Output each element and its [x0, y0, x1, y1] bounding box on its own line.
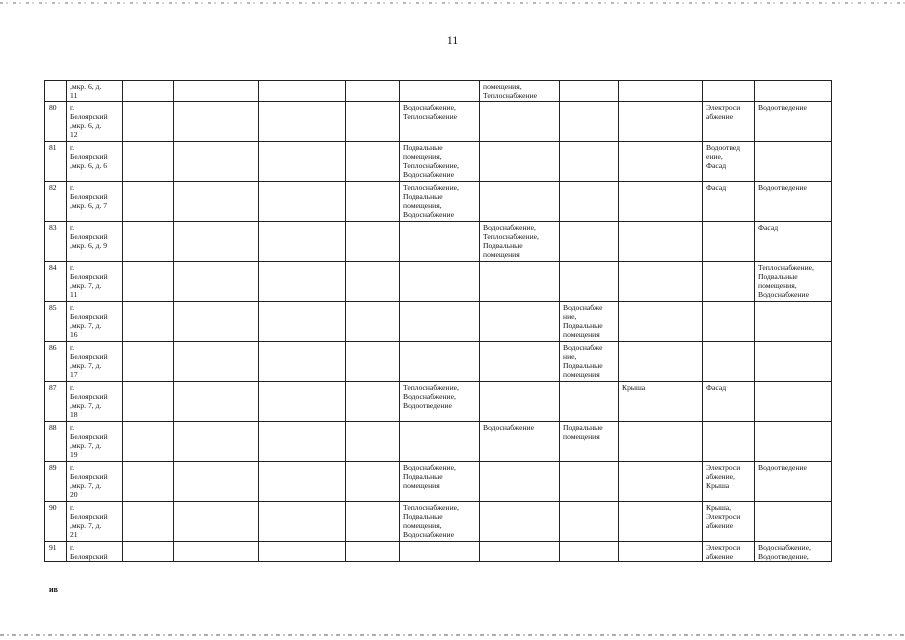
works-cell-6 [560, 541, 619, 562]
works-cell-1 [174, 461, 259, 501]
works-cell-5 [480, 261, 560, 301]
works-cell-6 [560, 501, 619, 541]
works-cell-2 [259, 541, 346, 562]
works-cell-9 [755, 141, 832, 181]
works-cell-5: Водоснабжение, Теплоснабжение, Подвальные помещения [480, 221, 560, 261]
table-body [45, 81, 832, 562]
works-cell-6 [560, 181, 619, 221]
works-cell-4 [400, 301, 480, 341]
row-number-cell: 89 [45, 461, 67, 501]
works-cell-9: Теплоснабжение, Подвальные помещения, Водоснабжение [755, 261, 832, 301]
works-cell-1 [174, 101, 259, 141]
address-cell: г. Белоярский ,мкр. 6, д. 9 [67, 221, 123, 261]
address-cell: г. Белоярский ,мкр. 6, д. 12 [67, 101, 123, 141]
works-cell-1 [174, 301, 259, 341]
table-row [45, 181, 832, 221]
works-cell-4 [400, 541, 480, 562]
works-cell-4: Подвальные помещения, Теплоснабжение, Водоснабжение [400, 141, 480, 181]
works-cell-8 [703, 421, 755, 461]
address-cell: г. Белоярский ,мкр. 7, д. 17 [67, 341, 123, 381]
works-cell-5 [480, 301, 560, 341]
works-cell-7 [619, 101, 703, 141]
works-cell-8 [703, 341, 755, 381]
works-cell-3 [346, 381, 400, 421]
table-row [45, 461, 832, 501]
empty-cell [123, 181, 174, 221]
works-cell-4 [400, 421, 480, 461]
empty-cell [123, 421, 174, 461]
address-cell: г. Белоярский ,мкр. 7, д. 19 [67, 421, 123, 461]
address-cell: г. Белоярский ,мкр. 7, д. 18 [67, 381, 123, 421]
works-cell-8 [703, 301, 755, 341]
works-cell-8: Фасад [703, 381, 755, 421]
row-number-cell: 91 [45, 541, 67, 562]
works-cell-6: Водоснабже ние, Подвальные помещения [560, 341, 619, 381]
works-cell-3 [346, 141, 400, 181]
works-cell-4: Теплоснабжение, Водоснабжение, Водоотведение [400, 381, 480, 421]
empty-cell [123, 461, 174, 501]
row-number-cell: 85 [45, 301, 67, 341]
works-cell-9 [755, 421, 832, 461]
works-cell-6: Водоснабже ние, Подвальные помещения [560, 301, 619, 341]
table-row [45, 141, 832, 181]
works-cell-3 [346, 101, 400, 141]
row-number-cell: 80 [45, 101, 67, 141]
works-cell-9 [755, 301, 832, 341]
works-cell-3 [346, 221, 400, 261]
works-cell-3 [346, 461, 400, 501]
works-cell-9 [755, 341, 832, 381]
works-cell-7 [619, 421, 703, 461]
works-cell-5 [480, 101, 560, 141]
works-cell-2 [259, 421, 346, 461]
address-cell: г. Белоярский ,мкр. 6, д. 6 [67, 141, 123, 181]
row-number-cell: 86 [45, 341, 67, 381]
row-number-cell: 82 [45, 181, 67, 221]
table-row [45, 101, 832, 141]
works-cell-8: Электроси абжение [703, 541, 755, 562]
works-cell-6 [560, 81, 619, 102]
address-cell: г. Белоярский [67, 541, 123, 562]
works-cell-3 [346, 261, 400, 301]
table-row [45, 541, 832, 562]
works-cell-2 [259, 141, 346, 181]
empty-cell [123, 101, 174, 141]
footer-mark: ив [49, 585, 58, 594]
works-cell-6 [560, 101, 619, 141]
works-cell-2 [259, 261, 346, 301]
table-row [45, 381, 832, 421]
empty-cell [123, 341, 174, 381]
works-cell-5 [480, 541, 560, 562]
empty-cell [123, 81, 174, 102]
works-cell-1 [174, 341, 259, 381]
works-cell-4 [400, 221, 480, 261]
empty-cell [123, 301, 174, 341]
works-cell-3 [346, 341, 400, 381]
repair-schedule-table [44, 80, 832, 562]
address-cell: г. Белоярский ,мкр. 7, д. 21 [67, 501, 123, 541]
works-cell-1 [174, 81, 259, 102]
works-cell-1 [174, 541, 259, 562]
works-cell-4 [400, 81, 480, 102]
row-number-cell: 83 [45, 221, 67, 261]
works-cell-1 [174, 181, 259, 221]
works-cell-1 [174, 221, 259, 261]
scan-edge-top [0, 2, 905, 4]
works-cell-9: Водоотведение [755, 101, 832, 141]
row-number-cell: 81 [45, 141, 67, 181]
row-number-cell: 87 [45, 381, 67, 421]
works-cell-9 [755, 501, 832, 541]
address-cell: г. Белоярский ,мкр. 6, д. 7 [67, 181, 123, 221]
works-cell-9: Водоотведение [755, 461, 832, 501]
address-cell: г. Белоярский ,мкр. 7, д. 16 [67, 301, 123, 341]
table-row [45, 301, 832, 341]
works-cell-7 [619, 301, 703, 341]
works-cell-3 [346, 541, 400, 562]
works-cell-9 [755, 381, 832, 421]
works-cell-9 [755, 81, 832, 102]
works-cell-2 [259, 301, 346, 341]
works-cell-8: Водоотвед ение, Фасад [703, 141, 755, 181]
empty-cell [123, 141, 174, 181]
works-cell-5 [480, 501, 560, 541]
works-cell-5: помещения, Теплоснабжение [480, 81, 560, 102]
works-cell-9: Водоснабжение, Водоотведение, [755, 541, 832, 562]
works-cell-1 [174, 141, 259, 181]
table-row [45, 341, 832, 381]
works-cell-1 [174, 381, 259, 421]
table-row [45, 81, 832, 102]
empty-cell [123, 381, 174, 421]
works-cell-2 [259, 341, 346, 381]
works-cell-1 [174, 261, 259, 301]
works-cell-5 [480, 141, 560, 181]
empty-cell [123, 221, 174, 261]
works-cell-7: Крыша [619, 381, 703, 421]
works-cell-3 [346, 301, 400, 341]
address-cell: г. Белоярский ,мкр. 7, д. 20 [67, 461, 123, 501]
works-cell-3 [346, 421, 400, 461]
works-cell-2 [259, 101, 346, 141]
works-cell-4: Теплоснабжение, Подвальные помещения, Водоснабжение [400, 501, 480, 541]
address-cell: г. Белоярский ,мкр. 7, д. 11 [67, 261, 123, 301]
address-cell: ,мкр. 6, д. 11 [67, 81, 123, 102]
works-cell-8 [703, 261, 755, 301]
page-number: 11 [446, 33, 459, 47]
works-cell-2 [259, 181, 346, 221]
works-cell-4: Водоснабжение, Теплоснабжение [400, 101, 480, 141]
works-cell-4: Теплоснабжение, Подвальные помещения, Водоснабжение [400, 181, 480, 221]
works-cell-7 [619, 461, 703, 501]
works-cell-6 [560, 221, 619, 261]
works-cell-6 [560, 261, 619, 301]
row-number-cell [45, 81, 67, 102]
empty-cell [123, 501, 174, 541]
works-cell-8: Электроси абжение [703, 101, 755, 141]
works-cell-3 [346, 501, 400, 541]
row-number-cell: 88 [45, 421, 67, 461]
works-cell-5 [480, 381, 560, 421]
works-cell-8: Крыша, Электроси абжение [703, 501, 755, 541]
works-cell-1 [174, 501, 259, 541]
empty-cell [123, 541, 174, 562]
works-cell-6 [560, 461, 619, 501]
table-row [45, 221, 832, 261]
works-cell-9: Водоотведение [755, 181, 832, 221]
works-cell-3 [346, 181, 400, 221]
row-number-cell: 84 [45, 261, 67, 301]
works-cell-9: Фасад [755, 221, 832, 261]
works-cell-2 [259, 81, 346, 102]
table-row [45, 501, 832, 541]
works-cell-7 [619, 261, 703, 301]
works-cell-8: Фасад [703, 181, 755, 221]
works-cell-8 [703, 81, 755, 102]
row-number-cell: 90 [45, 501, 67, 541]
works-cell-5: Водоснабжение [480, 421, 560, 461]
works-cell-1 [174, 421, 259, 461]
works-cell-6: Подвальные помещения [560, 421, 619, 461]
scan-edge-bottom [0, 634, 905, 636]
works-cell-2 [259, 381, 346, 421]
works-cell-7 [619, 221, 703, 261]
works-cell-2 [259, 461, 346, 501]
works-cell-7 [619, 141, 703, 181]
works-cell-4 [400, 341, 480, 381]
works-cell-5 [480, 181, 560, 221]
table-row [45, 421, 832, 461]
works-cell-7 [619, 541, 703, 562]
empty-cell [123, 261, 174, 301]
works-cell-7 [619, 81, 703, 102]
works-cell-4 [400, 261, 480, 301]
works-cell-6 [560, 141, 619, 181]
works-cell-2 [259, 501, 346, 541]
works-cell-7 [619, 501, 703, 541]
works-cell-4: Водоснабжение, Подвальные помещения [400, 461, 480, 501]
table-row [45, 261, 832, 301]
works-cell-3 [346, 81, 400, 102]
works-cell-7 [619, 341, 703, 381]
works-cell-8 [703, 221, 755, 261]
works-cell-6 [560, 381, 619, 421]
works-cell-7 [619, 181, 703, 221]
works-cell-8: Электроси абжение, Крыша [703, 461, 755, 501]
works-cell-2 [259, 221, 346, 261]
works-cell-5 [480, 461, 560, 501]
works-cell-5 [480, 341, 560, 381]
